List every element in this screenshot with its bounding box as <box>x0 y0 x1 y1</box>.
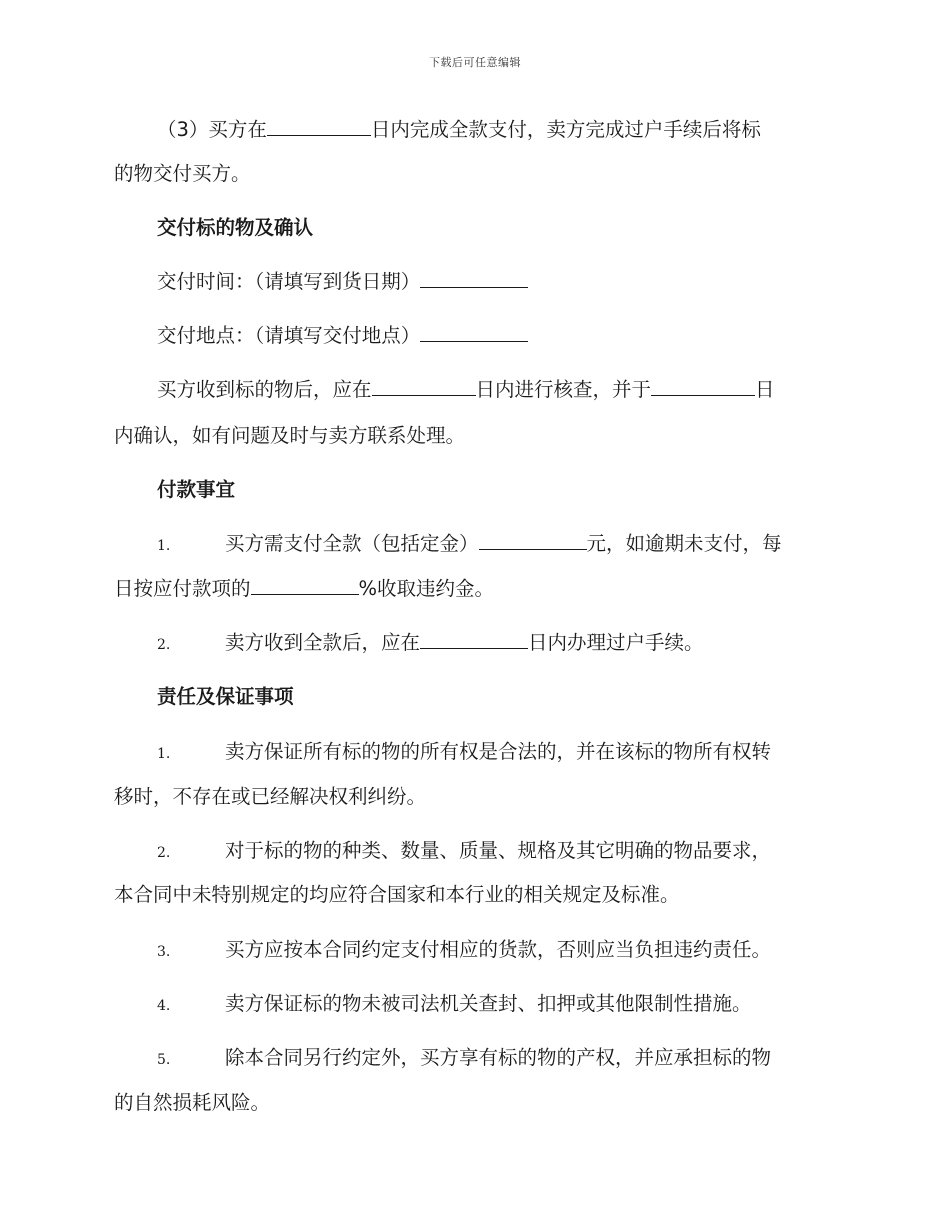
liability-item-4 <box>157 991 877 1019</box>
delivery-time-field[interactable] <box>420 269 528 288</box>
liability-item-1-line2: 移时，不存在或已经解决权利纠纷。 <box>114 785 427 808</box>
list-number: 1. <box>157 746 171 762</box>
clause-text: 日内完成全款支付，卖方完成过户手续后将标 <box>370 118 761 141</box>
delivery-place-label: 交付地点：（请填写交付地点） <box>157 324 421 347</box>
liability-item-5-line1 <box>157 1045 877 1073</box>
item-text: 除本合同另行约定外，买方享有标的物的产权，并应承担标的物 <box>225 1046 772 1069</box>
list-number: 5. <box>157 1052 171 1068</box>
inspection-line1 <box>157 377 877 403</box>
liability-item-2-line2: 本合同中未特别规定的均应符合国家和本行业的相关规定及标准。 <box>114 883 680 906</box>
payment-clause-line2: 的物交付买方。 <box>114 162 251 185</box>
item-text: 买方需支付全款（包括定金） <box>225 532 479 555</box>
clause-text: （3）买方在 <box>157 118 267 141</box>
item-text: 卖方收到全款后，应在 <box>225 631 421 654</box>
section-heading-payment: 付款事宜 <box>157 478 236 501</box>
delivery-place-field[interactable] <box>420 323 528 342</box>
list-number: 3. <box>157 944 171 960</box>
confirm-days-field[interactable] <box>651 377 755 396</box>
list-number: 4. <box>157 998 171 1014</box>
inspection-days-field[interactable] <box>372 377 476 396</box>
delivery-time-label: 交付时间：（请填写到货日期） <box>157 270 421 293</box>
delivery-time-line <box>157 269 877 295</box>
penalty-rate-field[interactable] <box>251 576 359 595</box>
liability-item-2-line1 <box>157 838 877 866</box>
section-heading-liability: 责任及保证事项 <box>157 685 294 708</box>
liability-item-5-line2: 的自然损耗风险。 <box>114 1091 271 1114</box>
item-text: 元，如逾期未支付，每 <box>586 532 782 555</box>
item-text: 卖方保证标的物未被司法机关查封、扣押或其他限制性措施。 <box>225 992 752 1015</box>
liability-item-1-line1 <box>157 739 877 767</box>
inspection-text: 日内进行核查，并于 <box>475 378 652 401</box>
item-text: %收取违约金。 <box>358 577 495 600</box>
item-text: 对于标的物的种类、数量、质量、规格及其它明确的物品要求， <box>225 839 772 862</box>
payment-clause-line1 <box>157 117 877 143</box>
payment-item-1-line2 <box>114 576 834 602</box>
inspection-text: 买方收到标的物后，应在 <box>157 378 372 401</box>
inspection-text: 日 <box>755 378 775 401</box>
list-number: 2. <box>157 845 171 861</box>
item-text: 日内办理过户手续。 <box>528 631 704 654</box>
transfer-days-field[interactable] <box>420 630 528 649</box>
page-header: 下载后可任意编辑 <box>429 56 521 69</box>
list-number: 2. <box>157 637 171 653</box>
payment-item-2 <box>157 630 877 658</box>
section-heading-delivery: 交付标的物及确认 <box>157 216 314 239</box>
delivery-place-line <box>157 323 877 349</box>
item-text: 日按应付款项的 <box>114 577 251 600</box>
list-number: 1. <box>157 538 171 554</box>
inspection-line2: 内确认，如有问题及时与卖方联系处理。 <box>114 424 466 447</box>
payment-item-1-line1 <box>157 531 877 559</box>
liability-item-3 <box>157 937 877 965</box>
blank-days-field[interactable] <box>267 117 371 136</box>
item-text: 买方应按本合同约定支付相应的货款，否则应当负担违约责任。 <box>225 938 772 961</box>
amount-field[interactable] <box>479 531 587 550</box>
item-text: 卖方保证所有标的物的所有权是合法的，并在该标的物所有权转 <box>225 740 772 763</box>
